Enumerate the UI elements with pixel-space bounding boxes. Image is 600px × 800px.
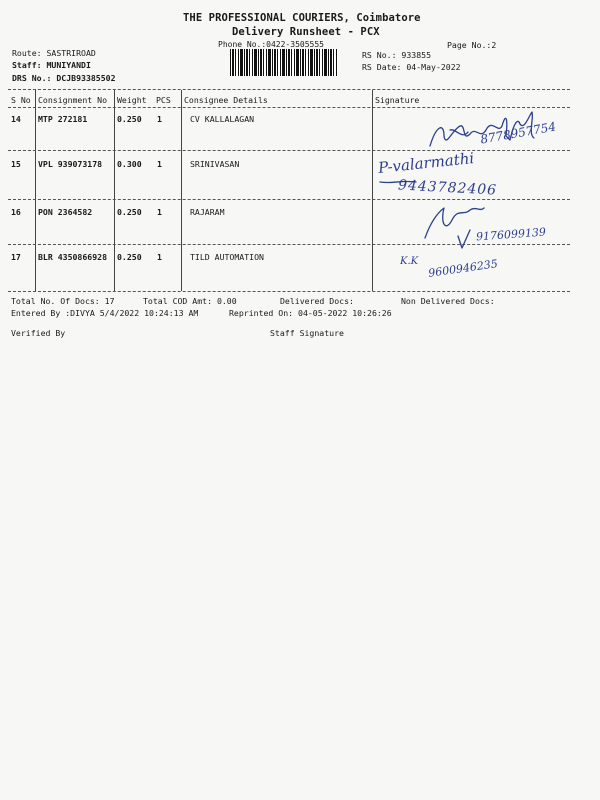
- page-number: Page No.:2: [447, 40, 497, 50]
- handwritten-phone: 8778957754: [479, 119, 557, 147]
- handwritten-name: P-valarmathi: [377, 149, 476, 177]
- delivered-docs: Delivered Docs:: [280, 296, 354, 306]
- row-pcs: 1: [157, 207, 162, 217]
- col-sno: S No: [11, 95, 31, 105]
- verified-by-label: Verified By: [11, 328, 66, 338]
- handwritten-initials: K.K: [400, 256, 419, 267]
- row-consignee: CV KALLALAGAN: [190, 114, 255, 124]
- document-title: Delivery Runsheet - PCX: [232, 26, 380, 38]
- row-consignment: PON 2364582: [38, 207, 93, 217]
- handwritten-phone: 9176099139: [475, 225, 547, 244]
- staff-signature-label: Staff Signature: [270, 328, 344, 338]
- row-weight: 0.250: [117, 114, 142, 124]
- col-weight: Weight: [117, 95, 147, 105]
- row-weight: 0.250: [117, 207, 142, 217]
- col-consignment: Consignment No: [38, 95, 108, 105]
- total-cod: Total COD Amt: 0.00: [143, 296, 237, 306]
- rs-date: RS Date: 04-May-2022: [362, 62, 461, 72]
- row-consignee: TILD AUTOMATION: [190, 252, 264, 262]
- row-sno: 15: [11, 159, 21, 169]
- row-consignment: MTP 272181: [38, 114, 88, 124]
- route: Route: SASTRIROAD: [12, 48, 96, 58]
- phone-number: Phone No.:0422-3505555: [218, 40, 324, 49]
- handwritten-phone: 9600946235: [427, 257, 499, 280]
- non-delivered-docs: Non Delivered Docs:: [401, 296, 495, 306]
- row-sno: 17: [11, 252, 21, 262]
- col-signature: Signature: [375, 95, 420, 105]
- row-sno: 14: [11, 114, 21, 124]
- row-consignment: VPL 939073178: [38, 159, 103, 169]
- drs-number: DRS No.: DCJB93385502: [12, 73, 116, 83]
- signature-scribble: [458, 230, 470, 248]
- row-consignee: SRINIVASAN: [190, 159, 240, 169]
- row-consignment: BLR 4350866928: [38, 252, 108, 262]
- staff: Staff: MUNIYANDI: [12, 60, 91, 70]
- col-consignee: Consignee Details: [184, 95, 268, 105]
- row-weight: 0.300: [117, 159, 142, 169]
- entered-by: Entered By :DIVYA 5/4/2022 10:24:13 AM: [11, 308, 199, 318]
- row-consignee: RAJARAM: [190, 207, 225, 217]
- row-pcs: 1: [157, 114, 162, 124]
- rs-number: RS No.: 933855: [362, 50, 432, 60]
- row-pcs: 1: [157, 159, 162, 169]
- row-sno: 16: [11, 207, 21, 217]
- col-pcs: PCS: [156, 95, 171, 105]
- row-weight: 0.250: [117, 252, 142, 262]
- reprinted-on: Reprinted On: 04-05-2022 10:26:26: [229, 308, 392, 318]
- company-name: THE PROFESSIONAL COURIERS, Coimbatore: [183, 12, 421, 24]
- row-pcs: 1: [157, 252, 162, 262]
- total-docs: Total No. Of Docs: 17: [11, 296, 115, 306]
- handwritten-phone: 9443782406: [397, 177, 498, 199]
